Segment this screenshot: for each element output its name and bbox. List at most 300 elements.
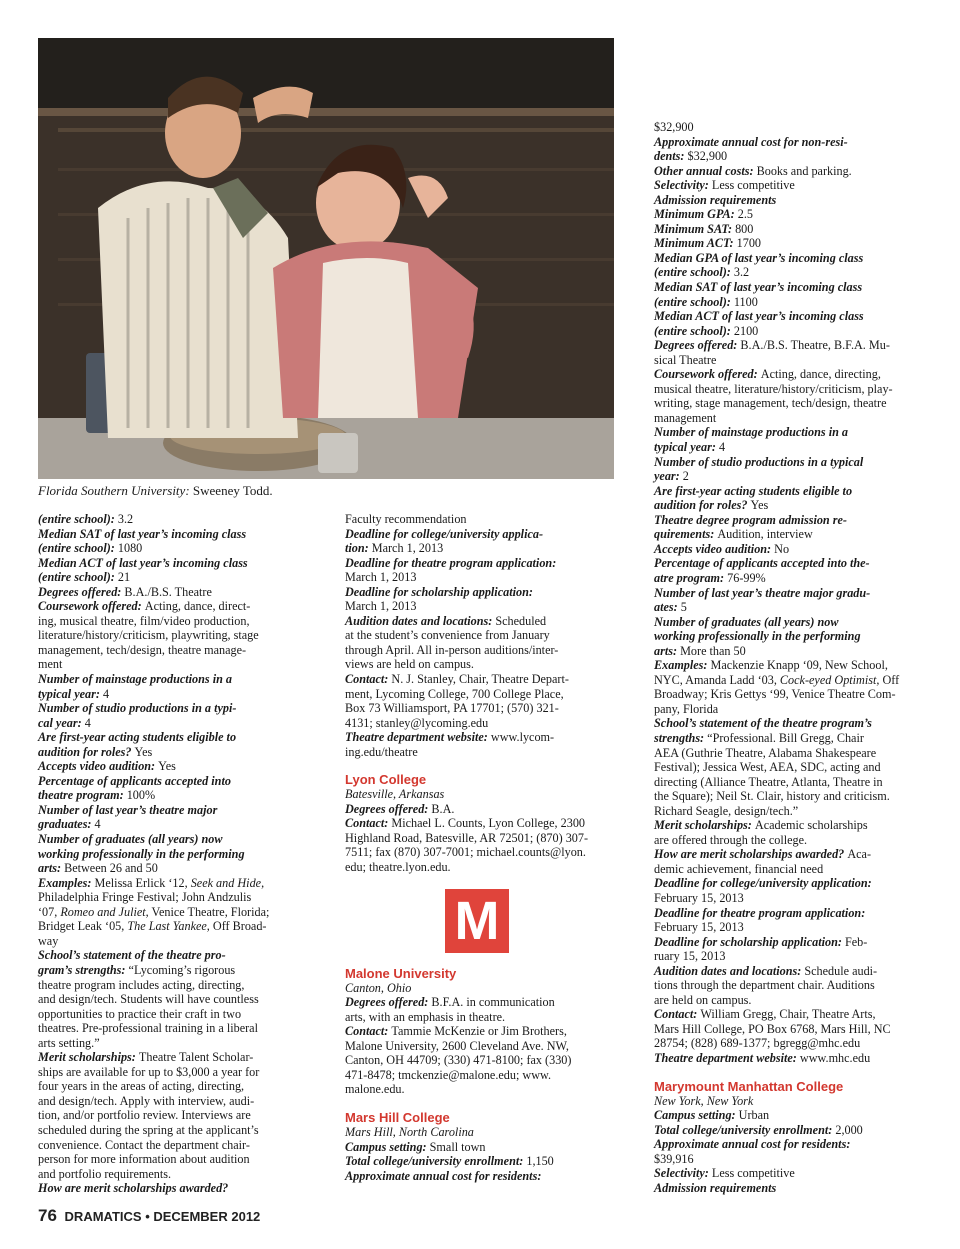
field-label: Median SAT of last year’s incoming class [38,526,247,541]
text-line [38,963,308,978]
text-line [654,876,926,891]
field-label: (entire school): [654,265,734,280]
text-line [38,716,308,731]
field-label: graduates: [38,817,95,832]
text-line [654,295,926,310]
text-line [345,816,617,831]
text-line [654,993,926,1008]
text-line [345,628,617,643]
text-line [654,906,926,921]
text-line [38,861,308,876]
lyon-details [345,802,617,875]
text-line [654,425,926,440]
field-label: Degrees offered: [38,584,125,599]
text-line [38,1007,308,1022]
field-value: Less competitive [711,178,795,193]
text-line [345,687,617,702]
field-value: Philadelphia Fringe Festival; John Andzulis [38,890,252,905]
text-line [654,1181,926,1196]
field-label: strengths: [654,730,708,745]
field-label: Examples: [654,658,711,673]
text-line [38,745,308,760]
text-line [38,948,308,963]
field-value: Audition, interview [717,527,813,542]
text-line [38,570,308,585]
field-value: Acting, dance, direct- [144,599,251,614]
text-line [38,832,308,847]
text-line [38,672,308,687]
text-line [38,992,308,1007]
text-line [654,440,926,455]
text-line [345,802,617,817]
field-value: B.F.A. in communication [431,995,555,1010]
field-label: Are first-year acting students eligible to [38,730,237,745]
field-value: Mars Hill College, PO Box 6768, Mars Hill, NC [654,1021,891,1036]
text-line [345,657,617,672]
field-label: typical year: [38,686,103,701]
field-value: 1080 [117,541,143,556]
field-value: four years in the areas of acting, directing, [38,1079,245,1094]
field-value: Broadway; Kris Gettys ‘99, Venice Theatre Com- [654,687,896,702]
field-value: are offered through the college. [654,832,808,847]
field-value: literature/history/criticism, playwriting, stage [38,628,259,643]
text-line [654,789,926,804]
text-line [654,891,926,906]
text-line [654,615,926,630]
text-line [654,746,926,761]
field-value: Richard Seagle, design/tech.” [654,803,799,818]
field-label: gram’s strengths: [38,962,129,977]
text-line [38,890,308,905]
field-label: Number of graduates (all years) now [654,614,839,629]
field-label: year: [654,469,683,484]
field-label: (entire school): [654,294,734,309]
field-label: How are merit scholarships awarded? [654,847,848,862]
text-line [345,672,617,687]
marymount-details [654,1108,926,1195]
mars-hill-details [345,1140,617,1184]
field-value: Cock-eyed Optimist, [779,672,880,687]
field-value: Schedule audi- [804,963,878,978]
field-value: Scheduled [495,613,547,628]
field-label: School’s statement of the theatre program’s [654,716,872,731]
text-line [345,831,617,846]
field-value: directing (Alliance Theatre, Atlanta, Theatre in [654,774,883,789]
text-line [38,527,308,542]
text-line [654,484,926,499]
text-line [38,1123,308,1138]
text-line [654,978,926,993]
text-line [38,803,308,818]
text-line [38,687,308,702]
text-line [654,207,926,222]
text-line [38,847,308,862]
text-line [38,919,308,934]
field-label: Approximate annual cost for non-resi- [654,134,848,149]
field-label: Selectivity: [654,1166,712,1181]
field-label: Number of studio productions in a typical [654,454,864,469]
text-line [654,716,926,731]
text-line [654,455,926,470]
field-label: Accepts video audition: [38,759,159,774]
field-value: Seek and Hide, [190,875,265,890]
text-line [654,629,926,644]
school-name-lyon: Lyon College [345,772,427,788]
field-label: working professionally in the performing [38,846,245,861]
field-value: NYC, Amanda Ladd ‘03, [654,672,780,687]
text-line [38,1065,308,1080]
stage-photo-image [38,38,614,479]
field-value: 471-8478; tmckenzie@malone.edu; www. [345,1067,552,1082]
field-label: Degrees offered: [345,995,432,1010]
text-line [654,571,926,586]
field-label: working professionally in the performing [654,629,861,644]
field-value: Less competitive [711,1166,795,1181]
field-value: person for more information about audition [38,1152,250,1167]
field-value: Canton, OH 44709; (330) 471-8100; fax (330) [345,1053,572,1068]
field-value: www.lycom- [490,730,555,745]
field-value: February 15, 2013 [654,920,744,935]
field-label: (entire school): [38,570,118,585]
text-line [654,1051,926,1066]
text-line [345,1140,617,1155]
school-location-mars-hill: Mars Hill, North Carolina [345,1124,474,1139]
text-line [345,1082,617,1097]
field-label: Campus setting: [654,1108,739,1123]
field-label: Percentage of applicants accepted into the- [654,556,870,571]
text-line [654,265,926,280]
text-line [654,847,926,862]
school-name-mars-hill: Mars Hill College [345,1109,450,1125]
field-value: Off [879,672,900,687]
text-line [654,382,926,397]
text-line [654,193,926,208]
text-line [654,1152,926,1167]
text-line [345,745,617,760]
text-line [38,774,308,789]
field-value: Books and parking. [756,163,852,178]
text-line [654,920,926,935]
field-value: 4131; stanley@lycoming.edu [345,715,489,730]
text-line [38,1108,308,1123]
field-value: Box 73 Williamsport, PA 17701; (570) 321- [345,701,559,716]
field-label: Deadline for scholarship application: [345,584,533,599]
page-footer [38,1206,260,1226]
field-value: ing.edu/theatre [345,744,418,759]
field-label: Median ACT of last year’s incoming class [38,555,248,570]
text-line [654,935,926,950]
field-value: Feb- [844,934,868,949]
text-line [345,701,617,716]
text-line [654,1166,926,1181]
column-2 [345,512,617,1183]
field-value: pany, Florida [654,701,719,716]
field-label: Contact: [345,1024,392,1039]
publication-line: DRAMATICS • DECEMBER 2012 [64,1209,261,1224]
text-line [654,818,926,833]
field-value: Academic scholarships [754,818,868,833]
text-line [654,222,926,237]
field-value: 1100 [733,294,758,309]
text-line [654,280,926,295]
field-value: 4 [94,817,101,832]
field-label: Median GPA of last year’s incoming class [654,250,864,265]
field-label: Approximate annual cost for residents: [345,1168,542,1183]
field-value: Melissa Erlick ‘12, [94,875,191,890]
text-line [345,860,617,875]
field-label: Theatre degree program admission re- [654,512,847,527]
text-line [38,628,308,643]
field-value: musical theatre, literature/history/criticism, play- [654,381,893,396]
field-value: Acting, dance, directing, [760,367,881,382]
field-value: tions through the department chair. Auditions [654,978,875,993]
field-label: tion: [345,541,372,556]
text-line [38,512,308,527]
field-label: atre program: [654,570,728,585]
text-line [345,845,617,860]
field-value: Venice Theatre, Florida; [148,904,270,919]
field-value: Urban [738,1108,770,1123]
field-value: ing, musical theatre, film/video production, [38,613,250,628]
field-value: “Lycoming’s rigorous [128,962,236,977]
field-label: Admission requirements [654,192,777,207]
text-line [654,673,926,688]
text-line [654,120,926,135]
field-label: Theatre department website: [654,1051,800,1065]
column-3-lines [654,120,926,1066]
field-label: Deadline for theatre program application: [654,905,866,920]
page-number: 76 [38,1206,57,1225]
field-label: Approximate annual cost for residents: [654,1137,851,1152]
field-value: ships are available for up to $3,000 a year for [38,1064,260,1079]
field-value: edu; theatre.lyon.edu. [345,860,451,875]
field-label: (entire school): [38,512,118,526]
field-label: Number of mainstage productions in a [38,672,233,687]
field-label: (entire school): [38,541,118,556]
field-value: 3.2 [117,512,134,526]
field-value: and design/tech. Students will have countless [38,992,259,1007]
section-letter-badge: M [445,889,509,953]
field-value: www.mhc.edu [799,1051,871,1065]
field-value: tion, and/or portfolio review. Interviews are [38,1108,251,1123]
text-line [654,949,926,964]
text-line [654,178,926,193]
text-line [654,324,926,339]
field-label: Total college/university enrollment: [654,1122,836,1137]
field-value: malone.edu. [345,1082,405,1097]
text-line [654,498,926,513]
text-line [654,1123,926,1138]
field-value: scheduled during the spring at the applicant’s [38,1122,259,1137]
field-value: No [774,541,790,556]
text-line [654,586,926,601]
field-label: Contact: [345,672,392,687]
field-label: arts: [654,643,681,658]
school-location-lyon: Batesville, Arkansas [345,787,445,802]
field-label: Contact: [345,816,392,831]
text-line [654,687,926,702]
text-line [654,964,926,979]
field-label: quirements: [654,527,718,542]
text-line [345,570,617,585]
text-line [38,1181,308,1196]
field-value: 1700 [736,236,761,251]
caption-school: Florida Southern University: [38,483,190,498]
text-line [654,542,926,557]
text-line [654,1022,926,1037]
field-value: “Professional. Bill Gregg, Chair [707,730,864,745]
field-label: theatre program: [38,788,127,803]
field-value: management, tech/design, theatre manage- [38,642,247,657]
field-value: and design/tech. Apply with interview, audi- [38,1093,255,1108]
field-value: February 15, 2013 [654,890,744,905]
text-line [345,585,617,600]
field-value: through April. All in-person auditions/inter- [345,642,559,657]
text-line [654,658,926,673]
text-line [38,905,308,920]
field-value: ‘07, [38,904,61,919]
field-value: Aca- [847,847,872,862]
field-label: Merit scholarships: [654,818,755,833]
text-line [654,396,926,411]
field-label: Number of mainstage productions in a [654,425,849,440]
field-label: Audition dates and locations: [345,613,496,628]
text-line [345,599,617,614]
text-line [654,1108,926,1123]
field-value: N. J. Stanley, Chair, Theatre Depart- [391,672,569,687]
field-label: ates: [654,600,681,615]
field-value: Malone University, 2600 Cleveland Ave. NW, [345,1038,569,1053]
field-label: audition for roles? [38,744,135,759]
text-line [38,643,308,658]
field-value: at the student’s convenience from January [345,628,550,643]
field-label: Number of last year’s theatre major [38,802,218,817]
field-value: ruary 15, 2013 [654,949,726,964]
text-line [654,600,926,615]
column-1-lines [38,512,308,1196]
field-value: $39,916 [654,1151,694,1166]
field-value: March 1, 2013 [345,599,417,614]
field-value: arts, with an emphasis in theatre. [345,1009,506,1024]
field-value: B.A. [431,801,455,816]
text-line [345,1039,617,1054]
field-value: 2100 [733,323,759,338]
field-label: Campus setting: [345,1139,430,1154]
field-value: 2.5 [737,207,753,222]
field-value: Off Broad- [209,919,267,934]
text-line [38,978,308,993]
text-line [38,599,308,614]
text-line [654,135,926,150]
text-line [654,527,926,542]
text-line [654,251,926,266]
field-label: School’s statement of the theatre pro- [38,948,226,963]
text-line [38,1094,308,1109]
column-2-lines [345,512,617,759]
field-label: Deadline for theatre program application: [345,555,557,570]
field-value: 800 [735,221,754,236]
field-value: writing, stage management, tech/design, theatre [654,396,887,411]
field-value: The Last Yankee, [127,919,210,934]
field-label: dents: [654,149,688,164]
text-line [654,149,926,164]
field-label: Other annual costs: [654,163,757,178]
text-line [654,1007,926,1022]
text-line [654,644,926,659]
field-label: Are first-year acting students eligible to [654,483,853,498]
field-value: demic achievement, financial need [654,861,824,876]
field-value: 2,000 [835,1122,863,1137]
field-label: Contact: [654,1007,701,1022]
field-value: Romeo and Juliet, [60,904,149,919]
field-label: Percentage of applicants accepted into [38,773,231,788]
field-label: Median SAT of last year’s incoming class [654,280,863,295]
photo-caption [38,483,614,499]
field-value: $32,900 [687,149,728,164]
text-line [345,1053,617,1068]
field-value: views are held on campus. [345,657,474,672]
text-line [345,1010,617,1025]
text-line [345,643,617,658]
field-label: Degrees offered: [654,338,741,353]
field-value: 2 [682,469,689,484]
field-label: arts: [38,861,65,876]
field-value: $32,900 [654,120,694,134]
field-value: arts setting.” [38,1035,100,1050]
field-value: Highland Road, Batesville, AR 72501; (870) 307- [345,830,589,845]
field-label: Minimum ACT: [654,236,737,251]
field-label: Minimum GPA: [654,207,738,222]
field-label: Merit scholarships: [38,1050,139,1065]
field-label: audition for roles? [654,498,751,513]
field-value: and portfolio requirements. [38,1166,172,1181]
text-line [38,585,308,600]
text-line [345,1068,617,1083]
field-value: 1,150 [526,1154,554,1169]
field-value: AEA (Guthrie Theatre, Alabama Shakespeare [654,745,877,760]
text-line [654,702,926,717]
text-line [345,556,617,571]
text-line [345,541,617,556]
text-line [654,804,926,819]
text-line [38,657,308,672]
field-label: typical year: [654,440,719,455]
text-line [345,716,617,731]
field-label: Selectivity: [654,178,712,193]
field-value: ment, Lycoming College, 700 College Place, [345,686,564,701]
field-value: management [654,410,717,425]
field-value: Theatre Talent Scholar- [138,1050,254,1065]
text-line [345,1154,617,1169]
field-value: Faculty recommendation [345,512,467,526]
field-label: Median ACT of last year’s incoming class [654,309,864,324]
field-value: Bridget Leak ‘05, [38,919,128,934]
field-label: Degrees offered: [345,801,432,816]
text-line [654,353,926,368]
text-line [654,411,926,426]
text-line [345,1169,617,1184]
text-line [345,1024,617,1039]
field-value: the Square); Neil St. Clair, history and criticism. [654,789,890,804]
field-value: 76-99% [727,570,766,585]
text-line [345,512,617,527]
school-location-malone: Canton, Ohio [345,980,412,995]
text-line [38,1036,308,1051]
text-line [654,1036,926,1051]
text-line [38,759,308,774]
field-label: Minimum SAT: [654,221,736,236]
school-name-malone: Malone University [345,965,457,981]
